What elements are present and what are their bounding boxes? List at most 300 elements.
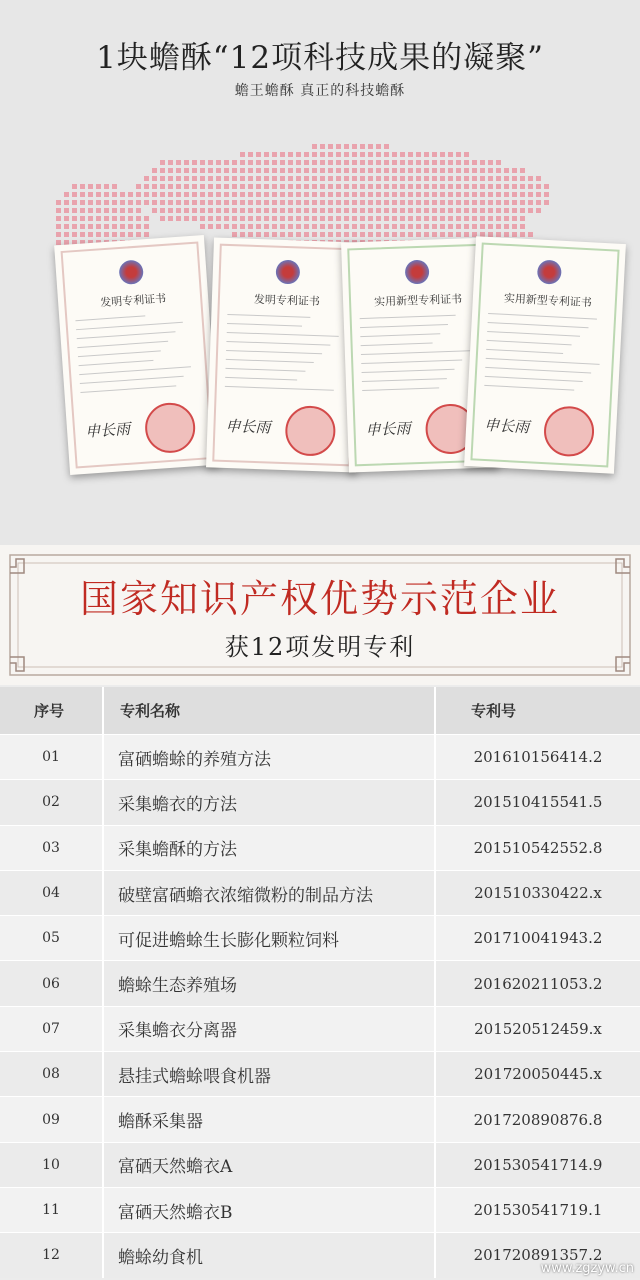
map-dot [128,224,133,229]
map-dot [504,192,509,197]
map-dot [200,168,205,173]
map-dot [296,176,301,181]
map-dot [408,208,413,213]
map-dot [304,208,309,213]
map-dot [240,176,245,181]
map-dot [112,184,117,189]
column-divider [434,871,436,915]
map-dot [512,184,517,189]
map-dot [328,152,333,157]
map-dot [440,200,445,205]
map-dot [256,224,261,229]
map-dot [328,192,333,197]
map-dot [392,232,397,237]
map-dot [312,216,317,221]
map-dot [208,216,213,221]
map-dot [240,168,245,173]
map-dot [400,192,405,197]
map-dot [360,192,365,197]
map-dot [304,192,309,197]
map-dot [264,216,269,221]
map-dot [112,216,117,221]
map-dot [376,168,381,173]
map-dot [360,184,365,189]
row-index: 01 [42,749,60,766]
map-dot [160,200,165,205]
map-dot [496,224,501,229]
map-dot [256,232,261,237]
map-dot [80,232,85,237]
map-dot [168,160,173,165]
map-dot [400,152,405,157]
patent-name: 蟾酥采集器 [118,1112,203,1133]
map-dot [368,200,373,205]
map-dot [232,200,237,205]
patent-number: 201720890876.8 [473,1110,603,1129]
map-dot [488,184,493,189]
map-dot [208,224,213,229]
map-dot [416,208,421,213]
map-dot [104,192,109,197]
map-dot [288,216,293,221]
map-dot [312,192,317,197]
map-dot [440,176,445,181]
map-dot [528,176,533,181]
map-dot [528,208,533,213]
map-dot [480,184,485,189]
map-dot [496,176,501,181]
map-dot [112,200,117,205]
map-dot [328,176,333,181]
map-dot [152,176,157,181]
map-dot [264,168,269,173]
map-dot [96,192,101,197]
map-dot [312,176,317,181]
map-dot [408,184,413,189]
header-name: 专利名称 [120,702,181,720]
map-dot [264,152,269,157]
patent-number: 201530541719.1 [473,1201,603,1220]
map-dot [424,208,429,213]
map-dot [512,208,517,213]
map-dot [320,160,325,165]
certificate-signature: 申长雨 [483,415,530,437]
map-dot [112,208,117,213]
map-dot [144,224,149,229]
map-dot [376,232,381,237]
map-dot [336,176,341,181]
map-dot [472,176,477,181]
column-divider [102,735,104,779]
map-dot [320,208,325,213]
map-dot [376,224,381,229]
map-dot [216,184,221,189]
map-dot [472,224,477,229]
map-dot [208,168,213,173]
map-dot [296,168,301,173]
map-dot [464,152,469,157]
map-dot [400,184,405,189]
certificate-signature: 申长雨 [84,419,131,441]
map-dot [240,200,245,205]
patent-number: 201720891357.2 [473,1246,603,1265]
map-dot [248,200,253,205]
map-dot [136,224,141,229]
map-dot [248,224,253,229]
map-dot [392,208,397,213]
map-dot [344,216,349,221]
map-dot [280,200,285,205]
map-dot [312,200,317,205]
map-dot [288,232,293,237]
map-dot [120,216,125,221]
map-dot [336,200,341,205]
map-dot [184,208,189,213]
map-dot [384,208,389,213]
map-dot [368,192,373,197]
map-dot [104,200,109,205]
map-dot [472,200,477,205]
map-dot [344,160,349,165]
map-dot [424,176,429,181]
map-dot [464,168,469,173]
map-dot [512,168,517,173]
column-divider [434,1097,436,1141]
map-dot [408,224,413,229]
map-dot [432,224,437,229]
map-dot [200,216,205,221]
map-dot [496,216,501,221]
map-dot [496,160,501,165]
map-dot [400,216,405,221]
map-dot [320,152,325,157]
map-dot [360,152,365,157]
map-dot [304,200,309,205]
map-dot [528,232,533,237]
map-dot [72,216,77,221]
map-dot [400,224,405,229]
patent-name: 蟾蜍幼食机 [118,1247,203,1268]
map-dot [288,192,293,197]
map-dot [400,176,405,181]
map-dot [272,176,277,181]
map-dot [352,192,357,197]
map-dot [312,144,317,149]
map-dot [280,176,285,181]
map-dot [368,144,373,149]
map-dot [312,224,317,229]
map-dot [280,192,285,197]
map-dot [336,144,341,149]
patent-certificate [464,236,626,474]
map-dot [272,184,277,189]
map-dot [168,176,173,181]
patent-number: 201520512459.x [474,1019,602,1038]
map-dot [352,208,357,213]
map-dot [368,232,373,237]
map-dot [200,176,205,181]
map-dot [280,184,285,189]
map-dot [488,208,493,213]
map-dot [224,176,229,181]
map-dot [448,200,453,205]
map-dot [168,168,173,173]
map-dot [536,176,541,181]
map-dot [104,224,109,229]
map-dot [456,224,461,229]
map-dot [192,200,197,205]
map-dot [200,200,205,205]
map-dot [328,200,333,205]
map-dot [312,208,317,213]
map-dot [280,232,285,237]
patent-name: 可促进蟾蜍生长膨化颗粒饲料 [118,930,339,951]
map-dot [296,152,301,157]
map-dot [336,232,341,237]
map-dot [384,192,389,197]
map-dot [416,176,421,181]
map-dot [488,216,493,221]
map-dot [480,160,485,165]
map-dot [184,168,189,173]
hero-title: 1块蟾酥“12项科技成果的凝聚” [96,40,544,76]
map-dot [200,160,205,165]
row-index: 12 [42,1247,60,1264]
map-dot [328,216,333,221]
map-dot [512,224,517,229]
map-dot [432,216,437,221]
map-dot [496,168,501,173]
map-dot [400,208,405,213]
row-index: 10 [42,1156,60,1173]
column-divider [434,1233,436,1277]
map-dot [456,192,461,197]
map-dot [264,176,269,181]
map-dot [440,216,445,221]
map-dot [352,176,357,181]
map-dot [192,160,197,165]
map-dot [376,176,381,181]
map-dot [160,192,165,197]
map-dot [432,232,437,237]
map-dot [168,216,173,221]
map-dot [232,208,237,213]
map-dot [176,160,181,165]
map-dot [264,232,269,237]
map-dot [160,168,165,173]
patent-table [0,687,640,1278]
table-row [0,1096,640,1141]
map-dot [240,224,245,229]
column-divider [434,1143,436,1187]
map-dot [200,208,205,213]
map-dot [80,184,85,189]
row-index: 05 [42,930,60,947]
map-dot [256,200,261,205]
map-dot [512,192,517,197]
map-dot [128,208,133,213]
map-dot [520,200,525,205]
map-dot [480,224,485,229]
patent-number: 201530541714.9 [473,1155,603,1174]
map-dot [128,232,133,237]
map-dot [56,224,61,229]
map-dot [224,160,229,165]
map-dot [504,224,509,229]
map-dot [248,168,253,173]
patent-name: 富硒天然蟾衣A [118,1157,233,1178]
map-dot [512,176,517,181]
map-dot [424,224,429,229]
map-dot [384,184,389,189]
map-dot [88,208,93,213]
watermark: www.zgzyw.cn [540,1261,634,1276]
map-dot [120,208,125,213]
map-dot [152,192,157,197]
column-divider [102,871,104,915]
map-dot [464,232,469,237]
map-dot [216,200,221,205]
map-dot [88,224,93,229]
map-dot [288,224,293,229]
map-dot [368,152,373,157]
map-dot [168,184,173,189]
column-divider [102,1188,104,1232]
map-dot [88,200,93,205]
map-dot [72,232,77,237]
map-dot [96,208,101,213]
banner-subtitle: 获12项发明专利 [224,633,416,661]
map-dot [184,216,189,221]
map-dot [328,184,333,189]
map-dot [152,184,157,189]
map-dot [88,184,93,189]
map-dot [88,216,93,221]
map-dot [272,160,277,165]
map-dot [288,184,293,189]
map-dot [232,232,237,237]
map-dot [224,200,229,205]
map-dot [528,200,533,205]
map-dot [72,192,77,197]
map-dot [416,200,421,205]
map-dot [480,176,485,181]
map-dot [336,184,341,189]
map-dot [64,216,69,221]
map-dot [456,176,461,181]
map-dot [360,232,365,237]
column-divider [434,735,436,779]
map-dot [64,232,69,237]
map-dot [120,224,125,229]
map-dot [240,184,245,189]
map-dot [248,216,253,221]
map-dot [112,224,117,229]
map-dot [328,144,333,149]
map-dot [448,168,453,173]
certificate-signature: 申长雨 [365,419,411,439]
map-dot [496,232,501,237]
patent-name: 富硒天然蟾衣B [118,1202,233,1223]
column-divider [102,780,104,824]
column-divider [434,961,436,1005]
map-dot [392,176,397,181]
map-dot [440,184,445,189]
map-dot [384,224,389,229]
map-dot [128,200,133,205]
map-dot [320,176,325,181]
map-dot [456,160,461,165]
map-dot [456,232,461,237]
certificate-title: 发明专利证书 [99,291,167,310]
map-dot [176,216,181,221]
map-dot [312,160,317,165]
map-dot [248,152,253,157]
map-dot [392,224,397,229]
map-dot [192,184,197,189]
map-dot [200,224,205,229]
map-dot [464,184,469,189]
map-dot [536,208,541,213]
map-dot [352,200,357,205]
map-dot [408,216,413,221]
map-dot [232,192,237,197]
map-dot [128,192,133,197]
map-dot [72,184,77,189]
map-dot [152,168,157,173]
map-dot [488,224,493,229]
column-divider [434,916,436,960]
map-dot [448,160,453,165]
column-divider [102,1052,104,1096]
map-dot [232,216,237,221]
map-dot [344,208,349,213]
map-dot [496,200,501,205]
map-dot [136,208,141,213]
map-dot [384,168,389,173]
map-dot [320,144,325,149]
map-dot [144,216,149,221]
table-row [0,1187,640,1232]
table-row [0,1142,640,1187]
map-dot [64,192,69,197]
map-dot [488,168,493,173]
map-dot [248,232,253,237]
column-divider [102,1233,104,1277]
column-divider [434,780,436,824]
map-dot [320,232,325,237]
map-dot [456,208,461,213]
map-dot [232,168,237,173]
map-dot [504,232,509,237]
map-dot [528,192,533,197]
map-dot [312,168,317,173]
map-dot [384,144,389,149]
map-dot [408,152,413,157]
map-dot [432,200,437,205]
map-dot [192,208,197,213]
map-dot [384,160,389,165]
map-dot [176,200,181,205]
map-dot [168,200,173,205]
map-dot [336,168,341,173]
map-dot [520,208,525,213]
patent-name: 破壁富硒蟾衣浓缩微粉的制品方法 [118,885,373,906]
patent-name: 采集蟾衣的方法 [118,794,237,815]
map-dot [464,160,469,165]
map-dot [488,160,493,165]
map-dot [64,208,69,213]
